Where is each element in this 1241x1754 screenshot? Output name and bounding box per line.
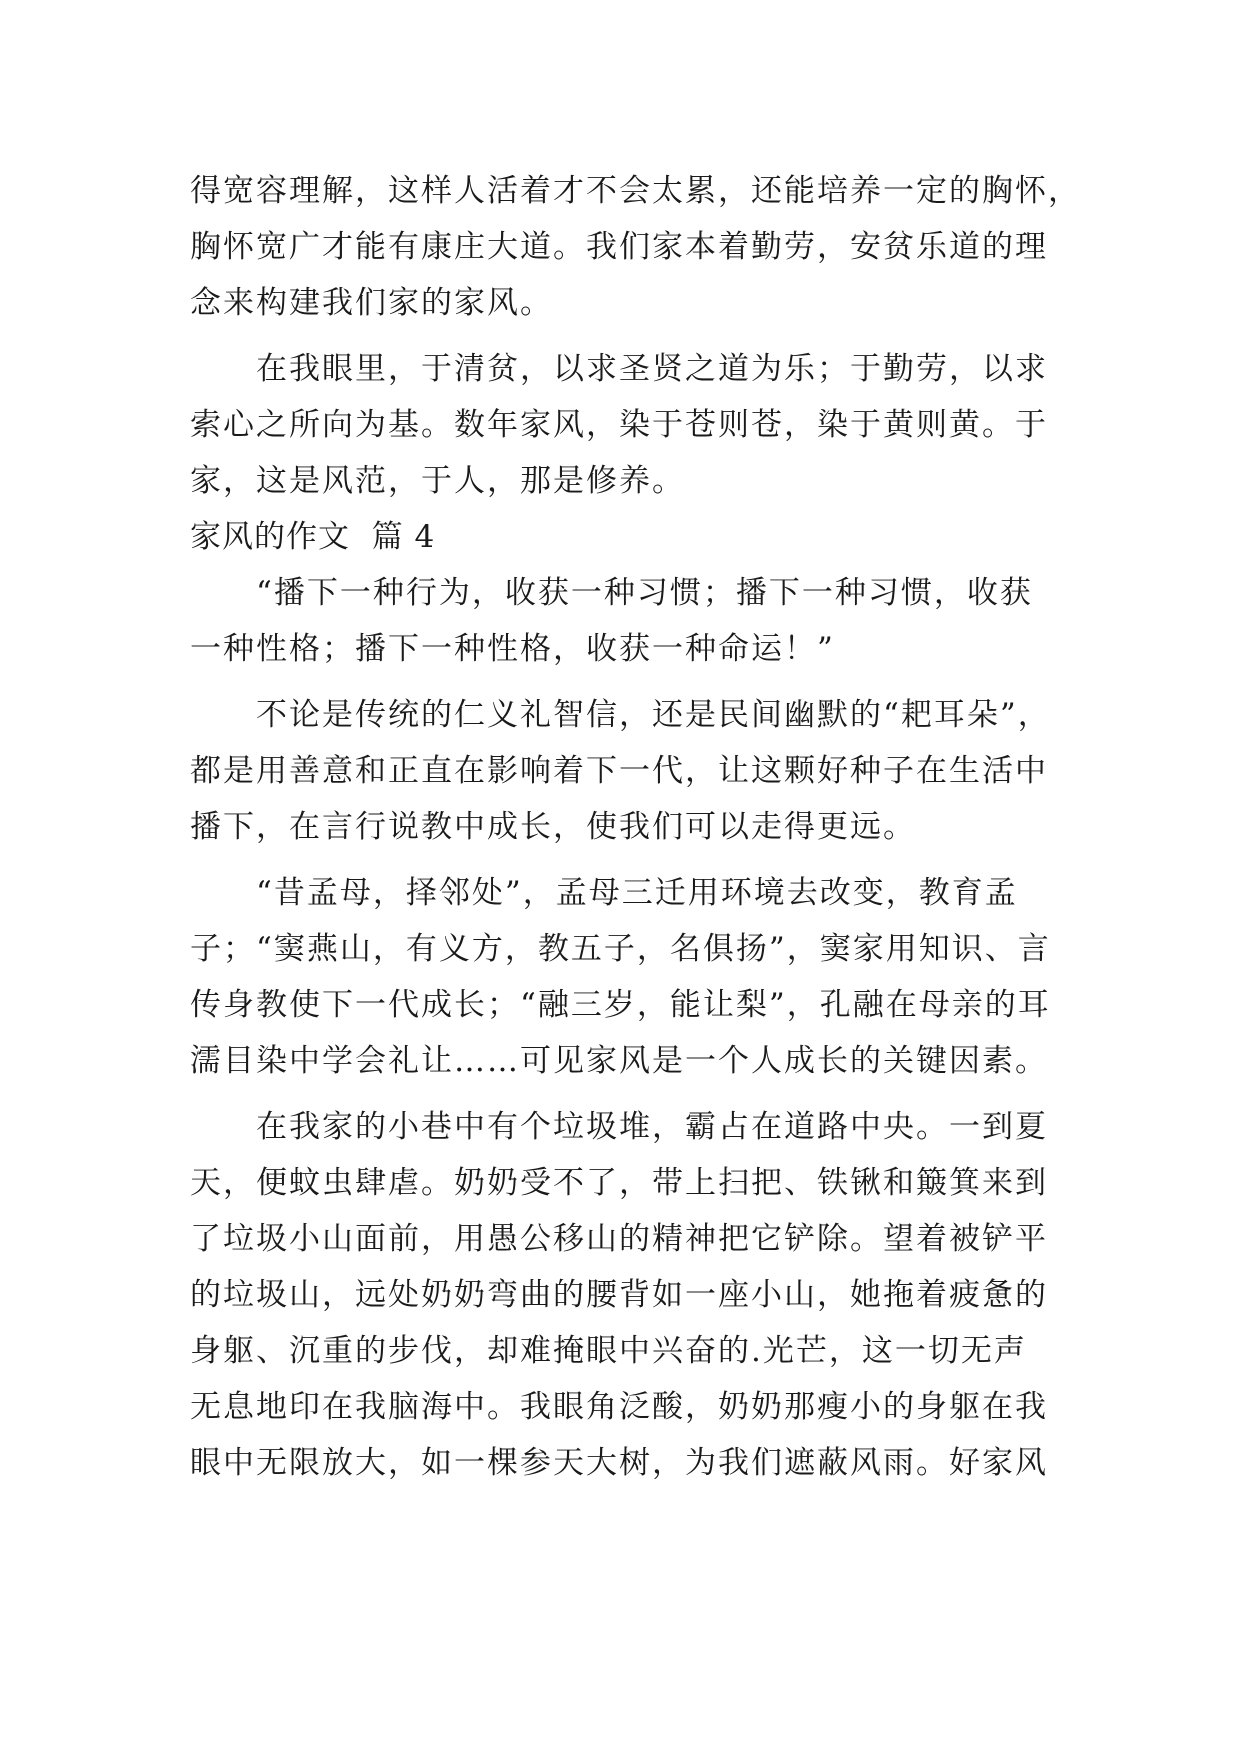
document-body bbox=[190, 163, 1081, 1491]
text-line: 无息地印在我脑海中。我眼角泛酸，奶奶那瘦小的身躯在我 bbox=[190, 1389, 1048, 1425]
reflection-paragraph bbox=[190, 341, 1070, 509]
text-line: 家，这是风范，于人，那是修养。 bbox=[190, 463, 685, 499]
text-line: 都是用善意和正直在影响着下一代，让这颗好种子在生活中 bbox=[190, 753, 1048, 789]
quote-paragraph bbox=[190, 565, 1070, 677]
text-line: 在我家的小巷中有个垃圾堆，霸占在道路中央。一到夏 bbox=[256, 1109, 1048, 1145]
tradition-paragraph bbox=[190, 687, 1070, 855]
text-line: 了垃圾小山面前，用愚公移山的精神把它铲除。望着被铲平 bbox=[190, 1221, 1048, 1257]
text-line: “昔孟母，择邻处”，孟母三迁用环境去改变，教育孟 bbox=[256, 875, 1018, 911]
grandma-paragraph bbox=[190, 1099, 1070, 1491]
text-line: 眼中无限放大，如一棵参天大树，为我们遮蔽风雨。好家风 bbox=[190, 1445, 1048, 1481]
section-heading-text: 家风的作文 篇 4 bbox=[190, 519, 436, 555]
text-line: 传身教使下一代成长；“融三岁，能让梨”，孔融在母亲的耳 bbox=[190, 987, 1051, 1023]
text-line: 不论是传统的仁义礼智信，还是民间幽默的“耙耳朵”， bbox=[256, 697, 1051, 733]
text-line: 天，便蚊虫肆虐。奶奶受不了，带上扫把、铁锹和簸箕来到 bbox=[190, 1165, 1048, 1201]
text-line: 念来构建我们家的家风。 bbox=[190, 285, 553, 321]
text-line: 胸怀宽广才能有康庄大道。我们家本着勤劳，安贫乐道的理 bbox=[190, 229, 1048, 265]
text-line: 子；“窦燕山，有义方，教五子，名俱扬”，窦家用知识、言 bbox=[190, 931, 1051, 967]
intro-paragraph bbox=[190, 163, 1081, 331]
text-line: 的垃圾山，远处奶奶弯曲的腰背如一座小山，她拖着疲惫的 bbox=[190, 1277, 1048, 1313]
text-line: 索心之所向为基。数年家风，染于苍则苍，染于黄则黄。于 bbox=[190, 407, 1048, 443]
text-line: 播下，在言行说教中成长，使我们可以走得更远。 bbox=[190, 809, 916, 845]
text-line: 一种性格；播下一种性格，收获一种命运！” bbox=[190, 631, 835, 667]
section-heading bbox=[190, 509, 1070, 565]
text-line: “播下一种行为，收获一种习惯；播下一种习惯，收获 bbox=[256, 575, 1033, 611]
text-line: 得宽容理解，这样人活着才不会太累，还能培养一定的胸怀， bbox=[190, 173, 1081, 209]
text-line: 在我眼里，于清贫，以求圣贤之道为乐；于勤劳，以求 bbox=[256, 351, 1048, 387]
text-line: 身躯、沉重的步伐，却难掩眼中兴奋的.光芒，这一切无声 bbox=[190, 1333, 1027, 1369]
examples-paragraph bbox=[190, 865, 1070, 1089]
text-line: 濡目染中学会礼让……可见家风是一个人成长的关键因素。 bbox=[190, 1043, 1048, 1079]
